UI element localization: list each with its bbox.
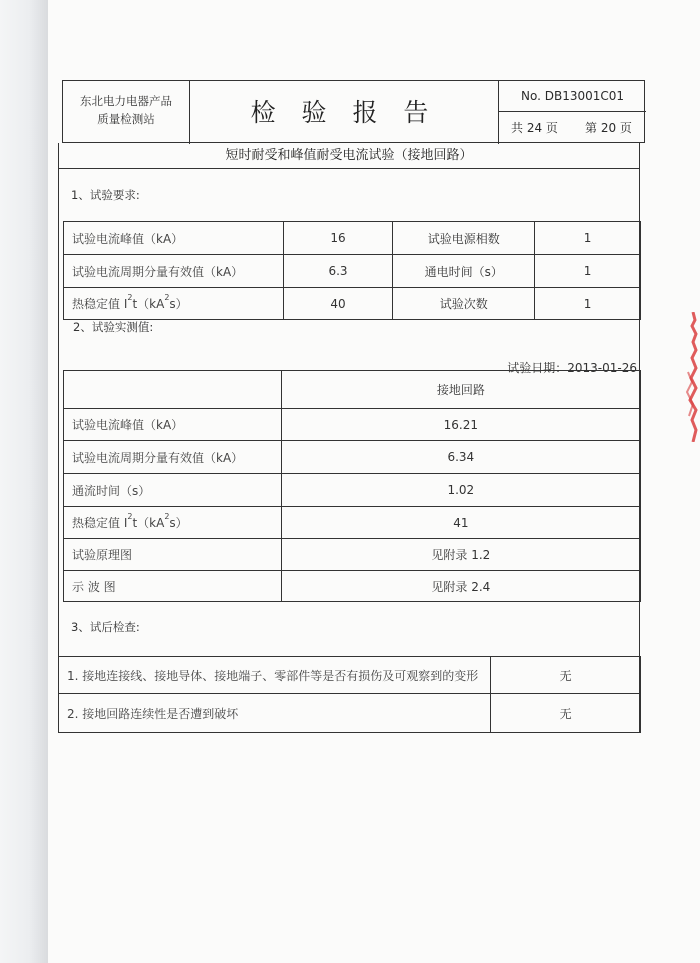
section-measured-heading: 2、试验实测值: <box>73 320 154 334</box>
table-row <box>64 371 641 409</box>
page-info <box>499 112 646 144</box>
measured-value: 16.21 <box>281 409 640 441</box>
report-number: No. DB13001C01 <box>499 81 646 112</box>
req-label: 试验电流周期分量有效值（kA） <box>64 255 284 288</box>
table-row <box>64 255 641 288</box>
req-label-2: 试验电源相数 <box>393 222 535 255</box>
req-label: 热稳定值 $I^2t(kA^2s)$ <box>64 288 284 320</box>
measured-label: 通流时间（s） <box>64 474 282 507</box>
red-stamp-edge <box>684 312 698 442</box>
table-row <box>59 657 641 694</box>
measured-label: 试验电流峰值（kA） <box>64 409 282 441</box>
measured-label: 试验电流周期分量有效值（kA） <box>64 441 282 474</box>
table-row <box>59 694 641 733</box>
req-value: 6.3 <box>283 255 393 288</box>
req-value: 40 <box>283 288 393 320</box>
table-row <box>64 571 641 602</box>
measured-value: 见附录 2.4 <box>281 571 640 602</box>
org-line-1: 东北电力电器产品 <box>80 94 172 108</box>
measured-label: 试验原理图 <box>64 539 282 571</box>
postcheck-label: 1. 接地连接线、接地导体、接地端子、零部件等是否有损伤及可观察到的变形 <box>59 657 491 694</box>
measured-label: 热稳定值 $I^2t(kA^2s)$ <box>64 507 282 539</box>
test-subtitle: 短时耐受和峰值耐受电流试验（接地回路） <box>59 143 639 169</box>
table-row <box>64 441 641 474</box>
measured-table <box>63 370 641 602</box>
report-title: 检 验 报 告 <box>190 81 499 144</box>
empty-header-cell <box>64 371 282 409</box>
table-row <box>64 409 641 441</box>
current-page: 第 20 页 <box>585 121 632 135</box>
postcheck-value: 无 <box>491 657 641 694</box>
req-label-2: 通电时间（s） <box>393 255 535 288</box>
table-row <box>64 474 641 507</box>
total-pages: 共 24 页 <box>511 121 558 135</box>
requirements-table <box>63 221 641 320</box>
req-value: 16 <box>283 222 393 255</box>
postcheck-label: 2. 接地回路连续性是否遭到破坏 <box>59 694 491 733</box>
measured-value: 见附录 1.2 <box>281 539 640 571</box>
org-line-2: 质量检测站 <box>97 112 155 126</box>
org-name <box>63 81 190 144</box>
table-row <box>64 222 641 255</box>
section-requirements-heading: 1、试验要求: <box>71 188 140 202</box>
req-label-2: 试验次数 <box>393 288 535 320</box>
report-body <box>58 143 640 733</box>
report-header <box>62 80 645 143</box>
req-value-2: 1 <box>535 288 641 320</box>
table-row <box>64 507 641 539</box>
table-row <box>64 288 641 320</box>
section-postcheck-heading: 3、试后检查: <box>71 620 140 634</box>
measured-value: 1.02 <box>281 474 640 507</box>
req-value-2: 1 <box>535 255 641 288</box>
measured-label: 示 波 图 <box>64 571 282 602</box>
scan-edge <box>0 0 48 963</box>
req-value-2: 1 <box>535 222 641 255</box>
req-label: 试验电流峰值（kA） <box>64 222 284 255</box>
measured-value: 6.34 <box>281 441 640 474</box>
test-date: 试验日期：2013-01-26 <box>507 361 637 375</box>
column-header: 接地回路 <box>281 371 640 409</box>
postcheck-table <box>58 656 641 733</box>
table-row <box>64 539 641 571</box>
measured-value: 41 <box>281 507 640 539</box>
postcheck-value: 无 <box>491 694 641 733</box>
